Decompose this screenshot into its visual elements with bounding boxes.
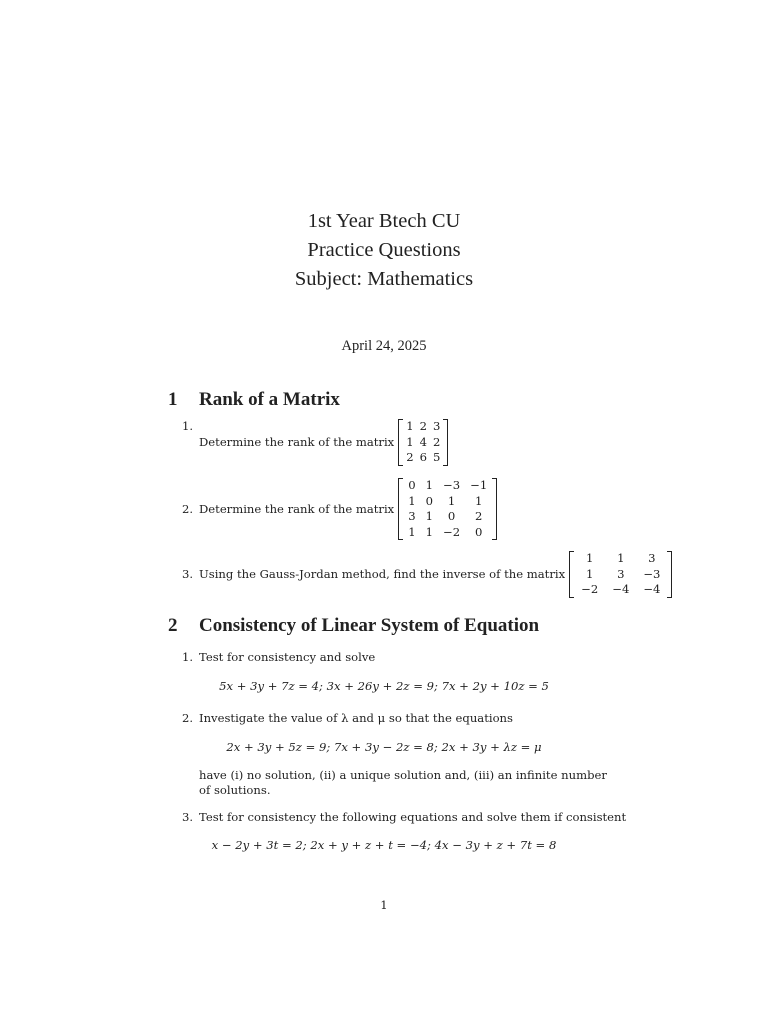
question-text: Test for consistency and solve bbox=[199, 650, 376, 664]
section-number: 1 bbox=[168, 389, 178, 410]
matrix-4x4: 0 1 −3 −1 1 0 1 1 3 1 0 2 1 1 −2 0 bbox=[398, 478, 497, 540]
section-title: Consistency of Linear System of Equation bbox=[199, 615, 540, 636]
question-1-3 bbox=[182, 551, 672, 598]
equation-2-1: 5x + 3y + 7z = 4; 3x + 26y + 2z = 9; 7x + 2y + 10z = 5 bbox=[219, 679, 549, 693]
section-heading-2 bbox=[168, 615, 539, 637]
question-text: Investigate the value of λ and μ so that the equations bbox=[199, 711, 513, 725]
title-line-1: 1st Year Btech CU bbox=[307, 210, 461, 232]
title-line-3: Subject: Mathematics bbox=[294, 268, 474, 290]
equation-2-2: 2x + 3y + 5z = 9; 7x + 3y − 2z = 8; 2x + 3y + λz = μ bbox=[226, 740, 542, 754]
page-number: 1 bbox=[380, 898, 388, 912]
document-date: April 24, 2025 bbox=[341, 338, 427, 354]
question-text: Determine the rank of the matrix bbox=[199, 435, 395, 450]
section-heading-1 bbox=[168, 389, 340, 411]
question-1-2 bbox=[182, 478, 497, 540]
question-number: 1. bbox=[182, 650, 194, 664]
section-title: Rank of a Matrix bbox=[199, 389, 340, 410]
question-number: 3. bbox=[182, 567, 194, 581]
section-number: 2 bbox=[168, 615, 178, 636]
question-number: 3. bbox=[182, 810, 194, 824]
question-text: Determine the rank of the matrix bbox=[199, 502, 395, 516]
title-line-2: Practice Questions bbox=[307, 239, 461, 261]
question-2-3 bbox=[182, 810, 627, 824]
document-title bbox=[0, 207, 768, 294]
question-2-2 bbox=[182, 711, 513, 725]
question-number: 1. bbox=[182, 419, 194, 433]
question-1-1 bbox=[182, 419, 448, 466]
matrix-3x3: 1 1 3 1 3 −3 −2 −4 −4 bbox=[569, 551, 672, 598]
equation-2-3: x − 2y + 3t = 2; 2x + y + z + t = −4; 4x − 3y + z + 7t = 8 bbox=[211, 838, 557, 852]
question-number: 2. bbox=[182, 711, 194, 725]
question-2-2-continuation: have (i) no solution, (ii) a unique solution and, (iii) an infinite number of solutions. bbox=[199, 768, 607, 797]
question-text: Using the Gauss-Jordan method, find the inverse of the matrix bbox=[199, 567, 566, 582]
question-text: Test for consistency the following equations and solve them if consistent bbox=[199, 810, 627, 824]
question-number: 2. bbox=[182, 502, 194, 516]
question-2-1 bbox=[182, 650, 376, 664]
matrix-3x3: 1 2 3 1 4 2 2 6 5 bbox=[398, 419, 448, 466]
